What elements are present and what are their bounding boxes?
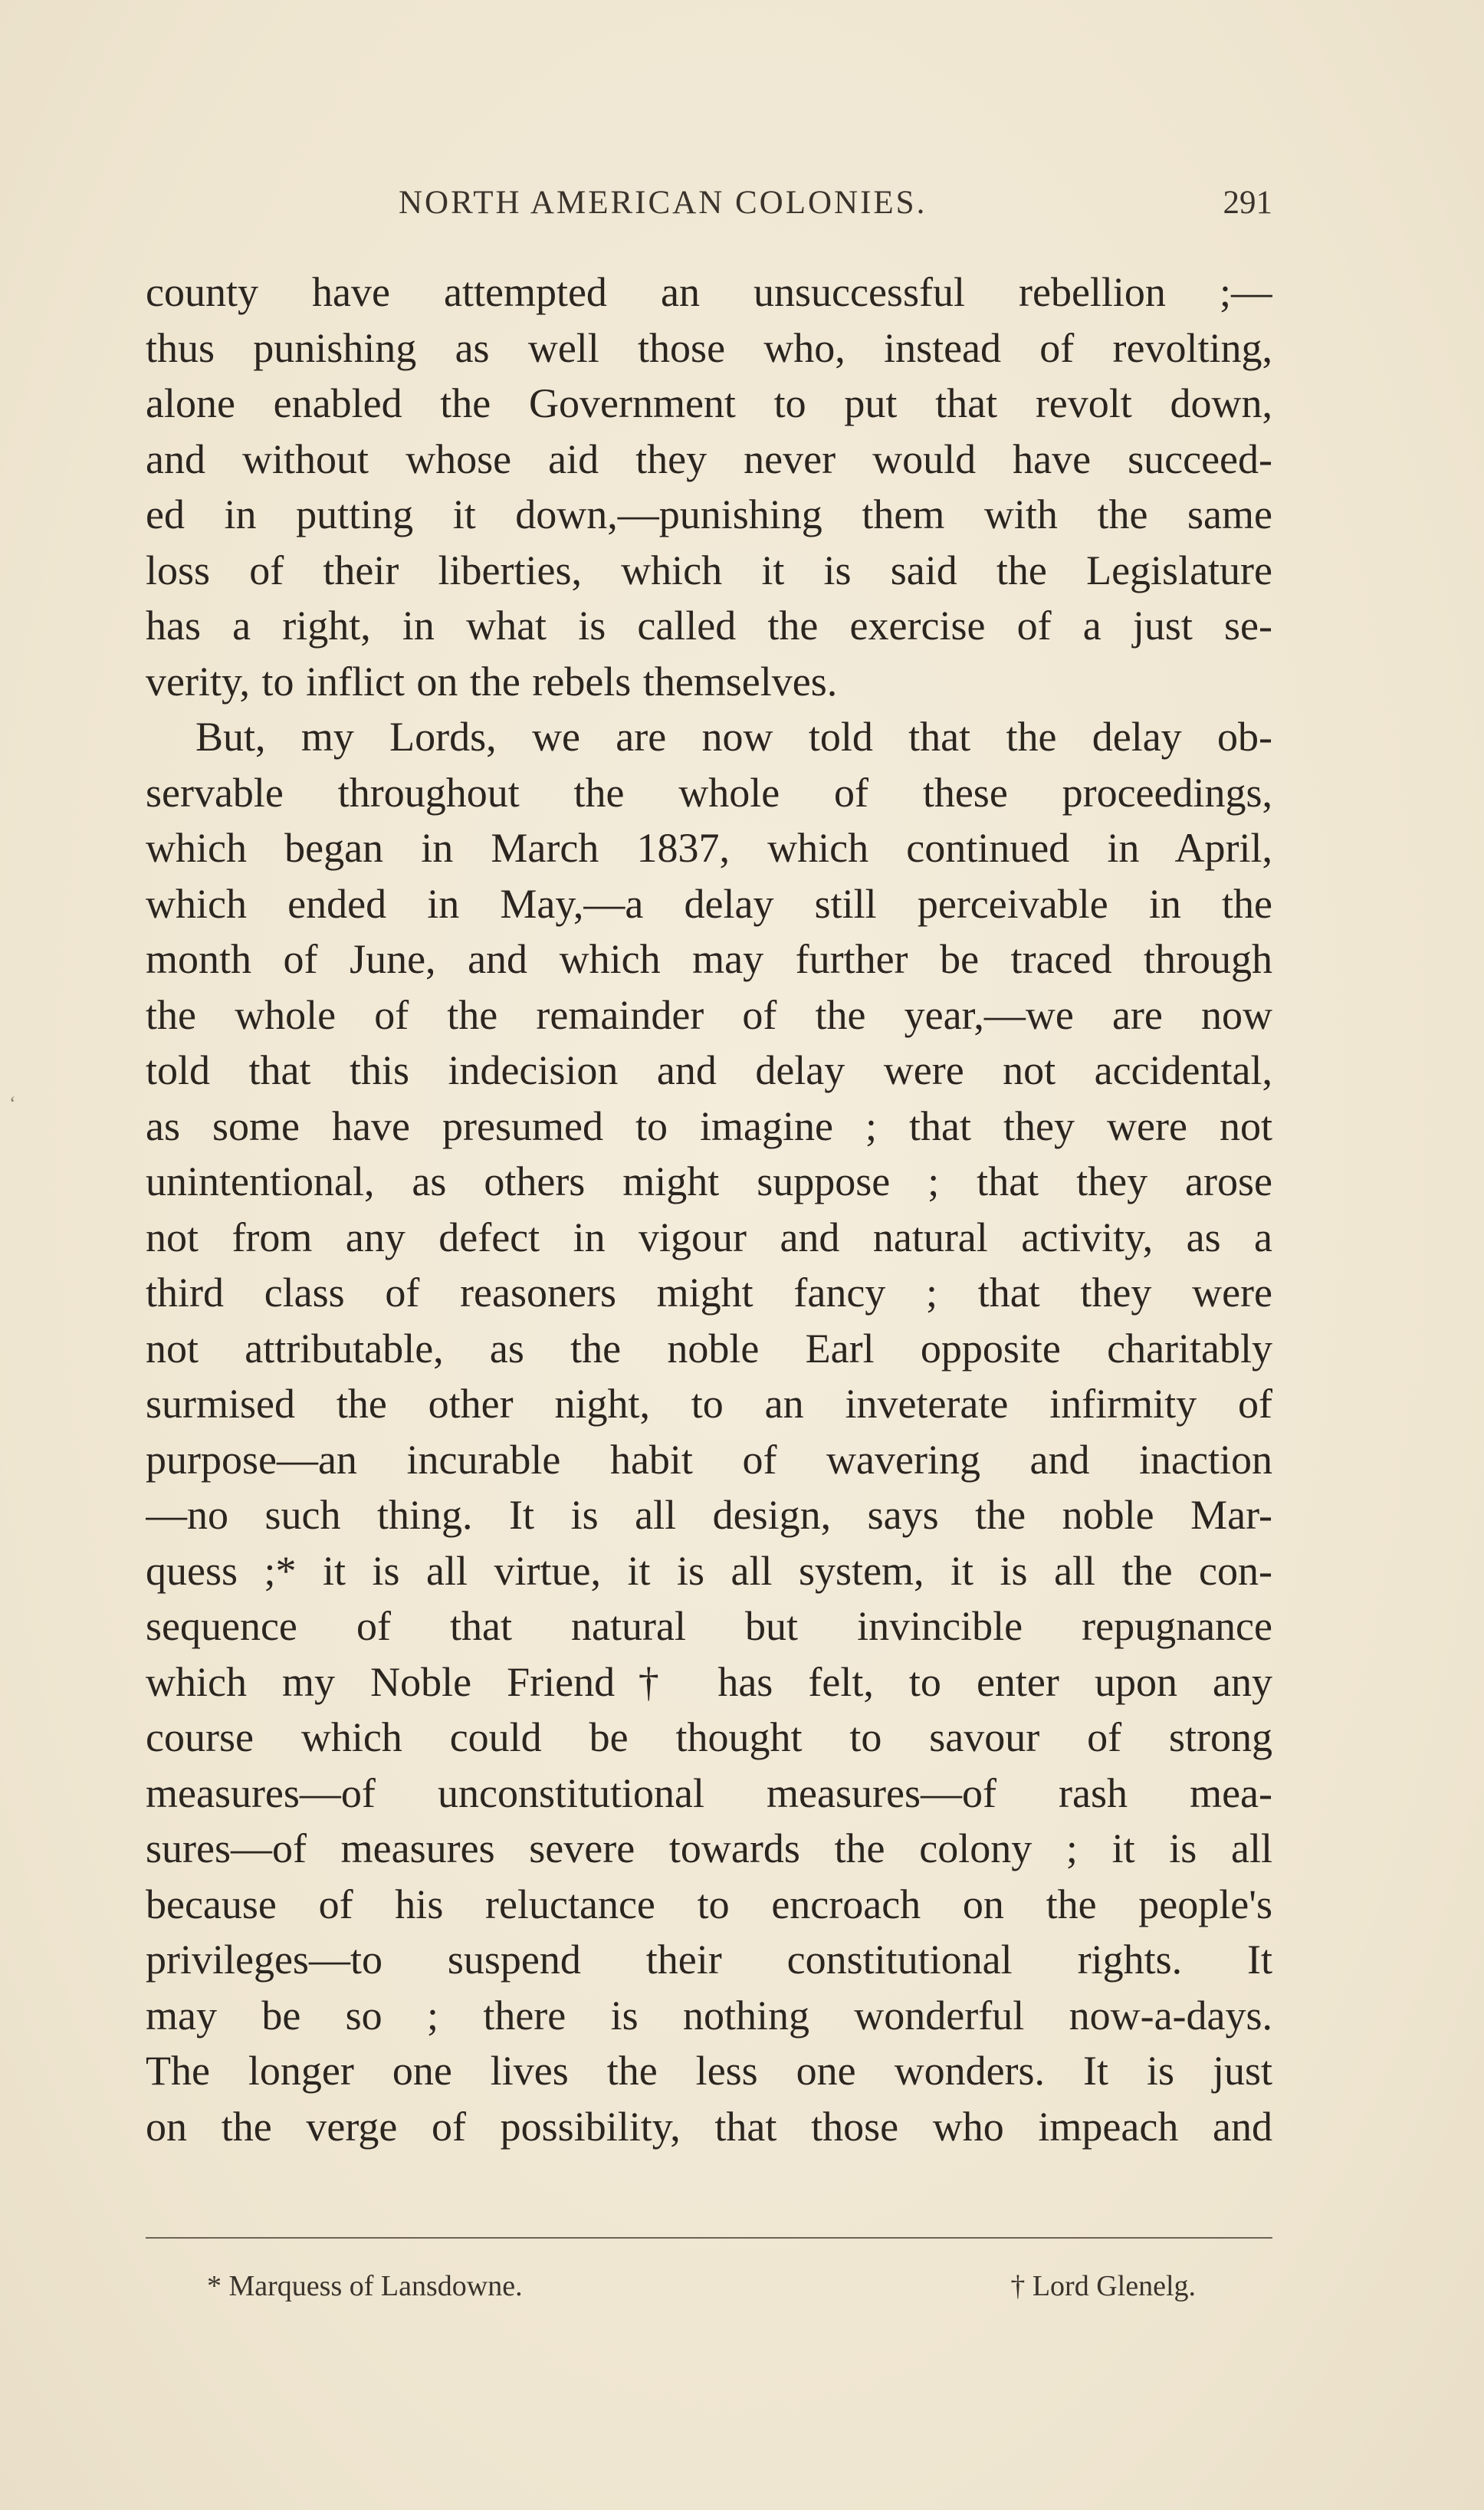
text-line: privileges—to suspend their constitutional rights. It bbox=[146, 1937, 1272, 1983]
text-line: surmised the other night, to an inveterate infirmity of bbox=[146, 1381, 1272, 1427]
text-line: told that this indecision and delay were not accidental, bbox=[146, 1047, 1272, 1093]
text-line: on the verge of possibility, that those who impeach and bbox=[146, 2103, 1272, 2150]
text-line: which ended in May,—a delay still perceivable in the bbox=[146, 880, 1272, 927]
margin-mark: ʻ bbox=[9, 1092, 16, 1115]
footnotes bbox=[146, 2269, 1272, 2315]
text-line: loss of their liberties, which it is said the Legislature bbox=[146, 547, 1272, 593]
page-number: 291 bbox=[1223, 185, 1272, 221]
text-line: quess ;* it is all virtue, it is all system, it is all the con- bbox=[146, 1547, 1272, 1594]
text-line: not from any defect in vigour and natural activity, as a bbox=[146, 1214, 1272, 1260]
text-line: county have attempted an unsuccessful rebellion ;— bbox=[146, 269, 1272, 315]
footnote-glenelg: † Lord Glenelg. bbox=[1010, 2270, 1196, 2302]
text-line: as some have presumed to imagine ; that they were not bbox=[146, 1102, 1272, 1149]
text-line: measures—of unconstitutional measures—of rash mea- bbox=[146, 1769, 1272, 1816]
text-line: which began in March 1837, which continued in April, bbox=[146, 825, 1272, 871]
text-line: —no such thing. It is all design, says the noble Mar- bbox=[146, 1492, 1272, 1538]
body-text bbox=[146, 264, 1272, 2154]
text-line: servable throughout the whole of these proceedings, bbox=[146, 769, 1272, 816]
text-line: course which could be thought to savour of strong bbox=[146, 1714, 1272, 1760]
text-line: may be so ; there is nothing wonderful now-a-days. bbox=[146, 1992, 1272, 2039]
text-line: third class of reasoners might fancy ; that they were bbox=[146, 1270, 1272, 1316]
text-line: sequence of that natural but invincible repugnance bbox=[146, 1603, 1272, 1649]
text-line: The longer one lives the less one wonders. It is just bbox=[146, 2048, 1272, 2094]
text-line: But, my Lords, we are now told that the delay ob- bbox=[195, 714, 1272, 760]
text-line: thus punishing as well those who, instead of revolting, bbox=[146, 324, 1272, 371]
text-line: because of his reluctance to encroach on the people's bbox=[146, 1881, 1272, 1927]
text-line: alone enabled the Government to put that revolt down, bbox=[146, 380, 1272, 426]
text-line: and without whose aid they never would have succeed- bbox=[146, 435, 1272, 482]
footnote-lansdowne: * Marquess of Lansdowne. bbox=[207, 2270, 523, 2302]
text-line: unintentional, as others might suppose ; that they arose bbox=[146, 1158, 1272, 1204]
text-line: the whole of the remainder of the year,—we are now bbox=[146, 991, 1272, 1038]
text-line: sures—of measures severe towards the colony ; it is all bbox=[146, 1825, 1272, 1871]
text-line: ed in putting it down,—punishing them with the same bbox=[146, 491, 1272, 537]
text-line: not attributable, as the noble Earl opposite charitably bbox=[146, 1325, 1272, 1372]
text-line: month of June, and which may further be traced through bbox=[146, 936, 1272, 982]
text-line: which my Noble Friend† has felt, to enter upon any bbox=[146, 1658, 1272, 1705]
running-title: NORTH AMERICAN COLONIES. bbox=[399, 185, 927, 221]
text-line: verity, to inflict on the rebels themselves. bbox=[146, 658, 838, 705]
footnote-divider bbox=[146, 2237, 1272, 2239]
running-head bbox=[146, 184, 1272, 230]
text-line: has a right, in what is called the exercise of a just se- bbox=[146, 603, 1272, 649]
text-line: purpose—an incurable habit of wavering and inaction bbox=[146, 1436, 1272, 1483]
